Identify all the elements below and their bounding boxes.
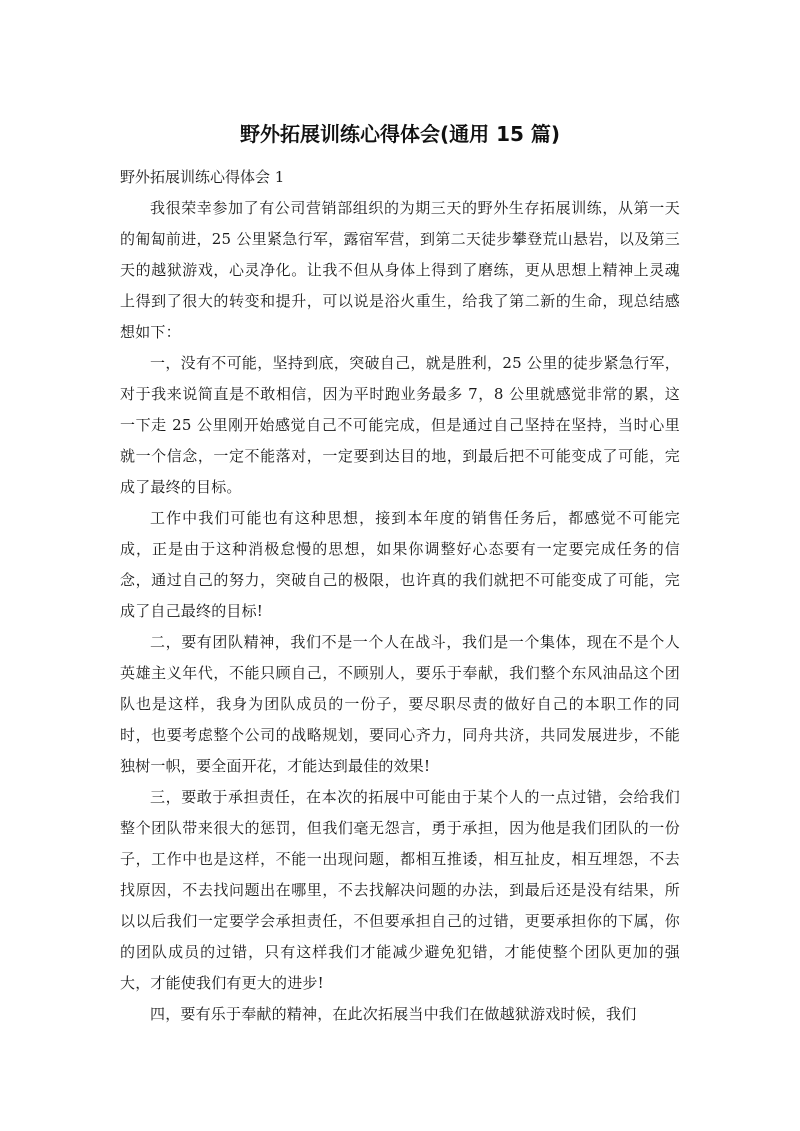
- paragraph-intro: 我很荣幸参加了有公司营销部组织的为期三天的野外生存拓展训练，从第一天的匍匐前进，25 公里紧急行军，露宿军营，到第二天徒步攀登荒山悬岩，以及第三天的越狱游戏，心灵净化。让我不但从身体上得到了磨练，更从思想上精神上灵魂上得到了很大的转变和提升，可以说是浴火重生，给我了第二新的生命，现总结感想如下：: [120, 199, 680, 341]
- document-title: 野外拓展训练心得体会(通用 15 篇): [239, 122, 561, 146]
- section-heading: 野外拓展训练心得体会 1: [120, 168, 285, 186]
- document-page: [120, 118, 680, 1030]
- paragraph-point-three: 三，要敢于承担责任，在本次的拓展中可能由于某个人的一点过错，会给我们整个团队带来很大的惩罚，但我们毫无怨言，勇于承担，因为他是我们团队的一份子，工作中也是这样，不能一出现问题，都相互推诿，相互扯皮，相互埋怨，不去找原因，不去找问题出在哪里，不去找解决问题的办法，到最后还是没有结果，所以以后我们一定要学会承担责任，不但要承担自己的过错，更要承担你的下属，你的团队成员的过错，只有这样我们才能减少避免犯错，才能使整个团队更加的强大，才能使我们有更大的进步!: [120, 788, 680, 992]
- paragraph-point-one: 一，没有不可能，坚持到底，突破自己，就是胜利，25 公里的徒步紧急行军，对于我来说简直是不敢相信，因为平时跑业务最多 7，8 公里就感觉非常的累，这一下走 25 公里刚开始感觉自己不可能完成，但是通过自己坚持在坚持，当时心里就一个信念，一定不能落对，一定要到达目的地，到最后把不可能变成了可能，完成了最终的目标。: [120, 354, 680, 496]
- paragraph-point-four: 四，要有乐于奉献的精神，在此次拓展当中我们在做越狱游戏时候，我们: [150, 1005, 637, 1023]
- paragraph-point-two: 二，要有团队精神，我们不是一个人在战斗，我们是一个集体，现在不是个人英雄主义年代，不能只顾自己，不顾别人，要乐于奉献，我们整个东风油品这个团队也是这样，我身为团队成员的一份子，要尽职尽责的做好自己的本职工作的同时，也要考虑整个公司的战略规划，要同心齐力，同舟共济，共同发展进步，不能独树一帜，要全面开花，才能达到最佳的效果!: [120, 633, 680, 775]
- paragraph-work-reflection: 工作中我们可能也有这种思想，接到本年度的销售任务后，都感觉不可能完成，正是由于这种消极怠慢的思想，如果你调整好心态要有一定要完成任务的信念，通过自己的努力，突破自己的极限，也许真的我们就把不可能变成了可能，完成了自己最终的目标!: [120, 509, 680, 620]
